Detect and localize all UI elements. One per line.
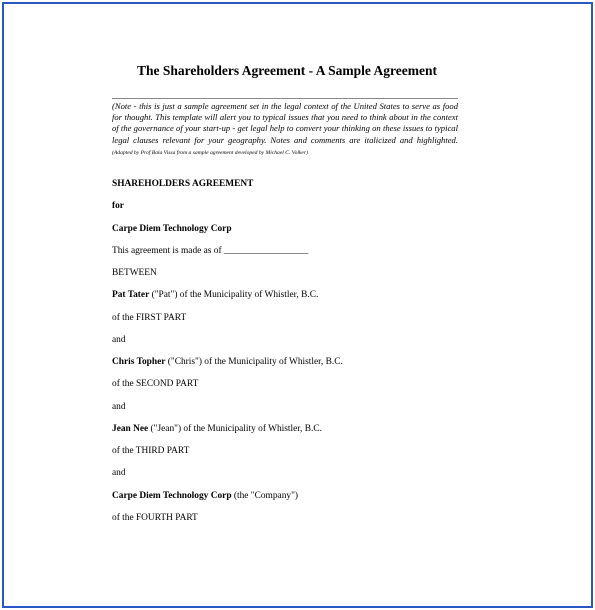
document-frame	[2, 2, 593, 608]
party-1-role: of the FIRST PART	[112, 313, 187, 323]
made-as-of-line: This agreement is made as of __________________	[112, 246, 309, 256]
note-credit: (Adapted by Prof Bala Vissa from a sample agreement developed by Michael C. Volker)	[112, 149, 308, 156]
and-1: and	[112, 335, 126, 345]
party-2-details: ("Chris") of the Municipality of Whistler, B.C.	[165, 357, 343, 367]
party-4-details: (the "Company")	[231, 491, 299, 501]
party-4-name: Carpe Diem Technology Corp	[112, 491, 232, 501]
title-divider	[112, 98, 458, 99]
sample-note	[112, 101, 458, 159]
party-3-role: of the THIRD PART	[112, 446, 190, 456]
party-4-role: of the FOURTH PART	[112, 513, 198, 523]
party-3	[112, 424, 322, 434]
for-label: for	[112, 201, 124, 211]
party-3-name: Jean Nee	[112, 424, 149, 434]
and-3: and	[112, 468, 126, 478]
party-2-name: Chris Topher	[112, 357, 166, 367]
party-2-role: of the SECOND PART	[112, 379, 199, 389]
party-2	[112, 357, 343, 367]
company-name: Carpe Diem Technology Corp	[112, 224, 232, 234]
party-1-name: Pat Tater	[112, 290, 150, 300]
between-label: BETWEEN	[112, 268, 157, 278]
note-text: (Note - this is just a sample agreement set in the legal context of the United States to serve as food for thought. This template will alert you to typical issues that you need to think about in the context of the governance of your start-up - get legal help to convert your thinking on these issues to typical legal clauses relevant for your geography. Notes and comments are italicized and highlighted.	[112, 101, 458, 145]
document-title: The Shareholders Agreement - A Sample Agreement	[137, 63, 437, 78]
and-2: and	[112, 402, 126, 412]
party-3-details: ("Jean") of the Municipality of Whistler, B.C.	[148, 424, 322, 434]
party-4	[112, 491, 298, 501]
party-1-details: ("Pat") of the Municipality of Whistler, B.C.	[149, 290, 319, 300]
agreement-heading: SHAREHOLDERS AGREEMENT	[112, 179, 254, 189]
party-1	[112, 290, 318, 300]
